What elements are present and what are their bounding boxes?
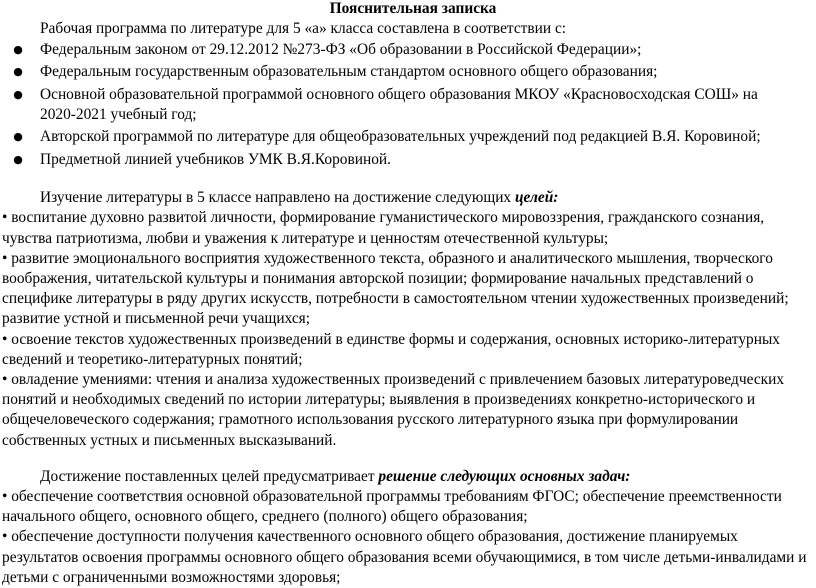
intro-paragraph: Рабочая программа по литературе для 5 «а» класса составлена в соответствии с:	[40, 20, 567, 37]
goal-item: • овладение умениями: чтения и анализа художественных произведений с привлечением базовых литературоведческих понятий и необходимых сведений по истории литературы; выявления в произведениях конкретно-исторического и общечеловеческого содержания; грамотного использования русского литературного языка при формулировании собственных устных и письменных высказываний.	[2, 370, 785, 449]
basis-item-text: Основной образовательной программой основного общего образования МКОУ «Красновосходская СОШ» на 2020-2021 учебный год;	[40, 85, 758, 123]
bullet-icon: ●	[13, 43, 23, 56]
section-spacer	[0, 451, 816, 467]
task-item: • обеспечение соответствия основной образовательной программы требованиям ФГОС; обеспечение преемственности начального общего, основного общего, среднего (полного) общего образования;	[2, 488, 782, 526]
goal-item: • воспитание духовно развитой личности, формирование гуманистического мировоззрения, гражданского сознания, чувства патриотизма, любви и уважения к литературе и ценностям отечественной культуры;	[2, 209, 765, 247]
goals-accent-text: целей:	[514, 189, 559, 207]
basis-list-item	[0, 40, 816, 60]
basis-item-text: Авторской программой по литературе для общеобразовательных учреждений под редакцией В.Я. Коровиной;	[40, 128, 761, 146]
basis-item-text: Федеральным государственным образовательным стандартом основного общего образования;	[40, 63, 658, 81]
bullet-icon: ●	[13, 65, 23, 79]
tasks-lead-text: Достижение поставленных целей предусматривает	[40, 467, 379, 485]
goals-lead-paragraph	[0, 188, 816, 208]
bullet-icon: ●	[13, 87, 23, 101]
basis-list-item	[0, 127, 816, 147]
section-spacer	[0, 172, 816, 188]
basis-list-item	[0, 62, 816, 82]
bullet-icon: ●	[13, 152, 23, 166]
bullet-icon: ●	[13, 130, 23, 144]
tasks-lead-paragraph	[0, 467, 816, 487]
basis-list-item	[0, 85, 816, 125]
goals-lead-text: Изучение литературы в 5 классе направлено на достижение следующих	[40, 189, 515, 207]
basis-list	[0, 40, 816, 170]
tasks-accent-text: решение следующих основных задач:	[378, 467, 631, 485]
goal-item: • освоение текстов художественных произведений в единстве формы и содержания, основных историко-литературных сведений и теоретико-литературных понятий;	[2, 330, 780, 368]
goal-item: • развитие эмоционального восприятия художественного текста, образного и аналитического мышления, творческого воображения, читательской культуры и понимания авторской позиции; формирование начальных представлений о специфике литературы в ряду других искусств, потребности в самостоятельном чтении художественных произведений; развитие устной и письменной речи учащихся;	[2, 249, 789, 328]
document-title: Пояснительная записка	[329, 0, 497, 17]
basis-item-text: Федеральным законом от 29.12.2012 №273-ФЗ «Об образовании в Российской Федерации»;	[40, 41, 642, 58]
basis-item-text: Предметной линией учебников УМК В.Я.Коровиной.	[40, 150, 391, 168]
task-item: • обеспечение доступности получения качественного основного общего образования, достижение планируемых результатов освоения программы основного общего образования всеми обучающимися, в том числе детьми-инвалидами и детьми с ограниченными возможностями здоровья;	[2, 528, 807, 586]
basis-list-item	[0, 150, 816, 170]
